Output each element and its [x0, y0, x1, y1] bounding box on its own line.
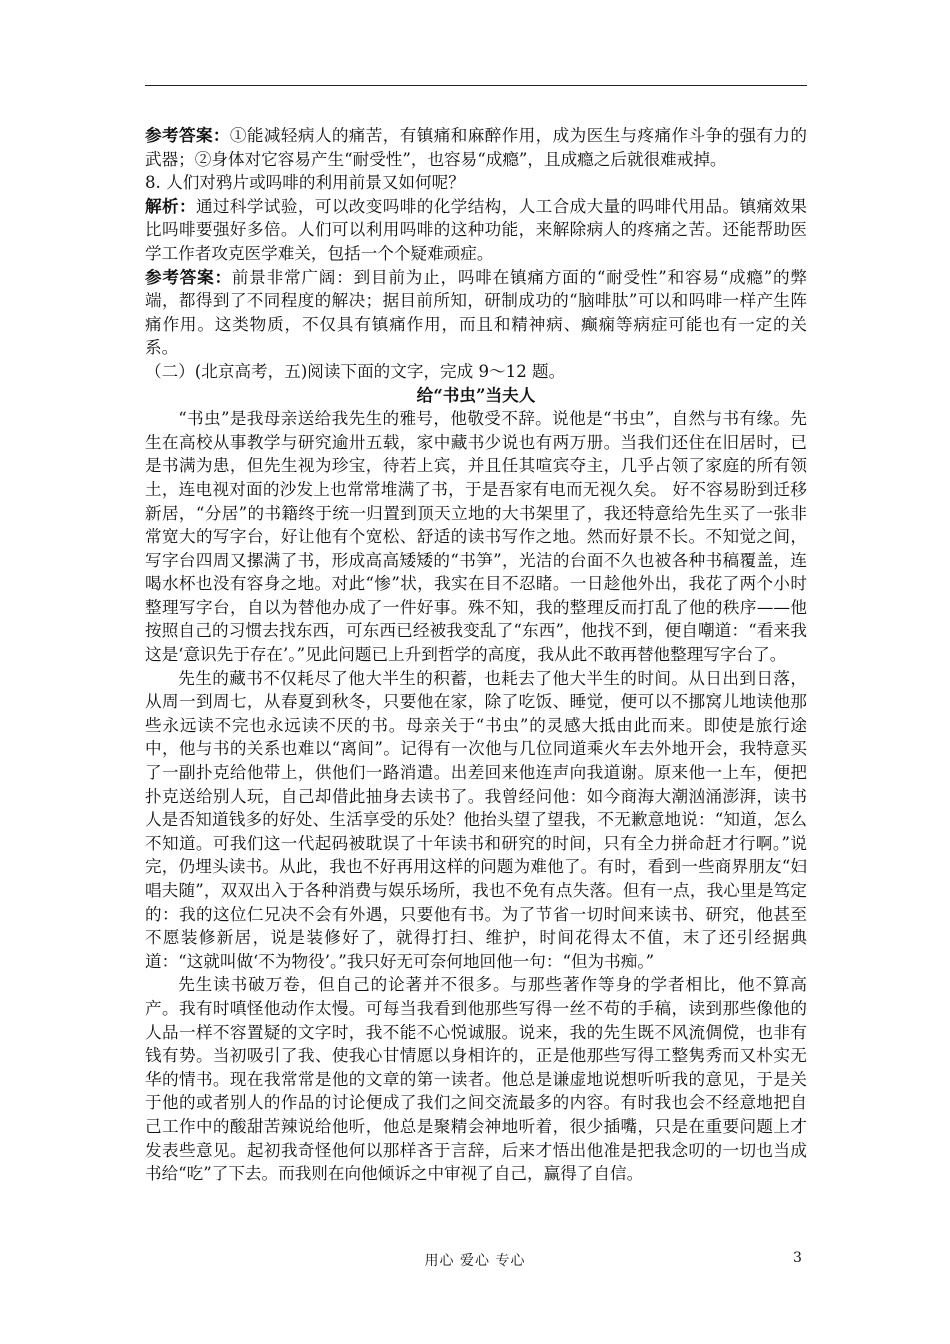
analysis-label: 解析： [145, 195, 196, 216]
article-title: 给“书虫”当夫人 [416, 384, 536, 405]
answer-label: 参考答案： [145, 125, 230, 145]
answer-text: 前景非常广阔：到目前为止，吗啡在镇痛方面的“耐受性”和容易“成瘾”的弊端，都得到了不同程度的解决；据目前所知，研制成功的“脑啡肽”可以和吗啡一样产生阵痛作用。这类物质，不仅具有镇痛作用，而且和精神病、癫痫等病症可能也有一定的关系。 [145, 267, 807, 358]
answer-block-1 [145, 124, 807, 171]
answer-label: 参考答案： [145, 266, 232, 287]
answer-block-2 [145, 266, 807, 360]
answer-text: ①能减轻病人的痛苦，有镇痛和麻醉作用，成为医生与疼痛作斗争的强有力的武器；②身体对它容易产生“耐受性”，也容易“成瘾”，且成瘾之后就很难戒掉。 [145, 126, 807, 169]
article-paragraph: “书虫”是我母亲送给我先生的雅号，他敬受不辞。说他是“书虫”，自然与书有缘。先生在高校从事教学与研究逾卅五载，家中藏书少说也有两万册。当我们还住在旧居时，已是书满为患，但先生视为珍宝，待若上宾，并且任其喧宾夺主，几乎占领了家庭的所有领土，连电视对面的沙发上也常常堆满了书，于是吾家有电而无视久矣。 好不容易盼到迁移新居，“分居”的书籍终于统一归置到顶天立地的大书架里了，我还特意给先生买了一张非常宽大的写字台，好让他有个宽松、舒适的读书写作之地。然而好景不长。不知觉之间，写字台四周又摞满了书，形成高高矮矮的“书笋”，光洁的台面不久也被各种书稿覆盖，连喝水杯也没有容身之地。对此“惨”状，我实在目不忍睹。一日趁他外出，我花了两个小时整理写字台，自以为替他办成了一件好事。殊不知，我的整理反而打乱了他的秩序——他按照自己的习惯去找东西，可东西已经被我变乱了“东西”，他找不到，便自嘲道：“看来我这是‘意识先于存在’。”见此问题已上升到哲学的高度，我从此不敢再替他整理写字台了。 [145, 409, 807, 665]
page-content [145, 124, 807, 1186]
article-paragraph: 先生读书破万卷，但自己的论著并不很多。与那些著作等身的学者相比，他不算高产。我有时嗔怪他动作太慢。可每当我看到他那些写得一丝不苟的手稿，读到那些像他的人品一样不容置疑的文字时，我不能不心悦诚服。说来，我的先生既不风流倜傥，也非有钱有势。当初吸引了我、使我心甘情愿以身相许的，正是他那些写得工整隽秀而又朴实无华的情书。现在我常常是他的文章的第一读者。他总是谦虚地说想听听我的意见，于是关于他的或者别人的作品的讨论便成了我们之间交流最多的内容。有时我也会不经意地把自己工作中的酸甜苦辣说给他听，他总是聚精会神地听着，很少插嘴，只是在重要问题上才发表些意见。起初我奇怪他何以那样吝于言辞，后来才悟出他准是把我念叨的一切也当成书给“吃”了下去。而我则在向他倾诉之中审视了自己，赢得了自信。 [145, 975, 807, 1184]
footer-motto: 用心 爱心 专心 [424, 1253, 526, 1269]
question-8: 8. 人们对鸦片或吗啡的利用前景又如何呢？ [145, 173, 465, 193]
analysis-block [145, 195, 807, 266]
analysis-text: 通过科学试验，可以改变吗啡的化学结构，人工合成大量的吗啡代用品。镇痛效果比吗啡要强好多倍。人们可以利用吗啡的这种功能，来解除病人的疼痛之苦。还能帮助医学工作者攻克医学难关，包括一个个疑难顽症。 [145, 196, 807, 263]
header-rule [145, 85, 807, 86]
article-paragraph: 先生的藏书不仅耗尽了他大半生的积蓄，也耗去了他大半生的时间。从日出到日落，从周一到周七，从春夏到秋冬，只要他在家，除了吃饭、睡觉，便可以不挪窝儿地读他那些永远读不完也永远读不厌的书。母亲关于“书虫”的灵感大抵由此而来。即使是旅行途中，他与书的关系也难以“离间”。记得有一次他与几位同道乘火车去外地开会，我特意买了一副扑克给他带上，供他们一路消遣。出差回来他连声向我道谢。原来他一上车，便把扑克送给别人玩，自己却借此抽身去读书了。我曾经问他：如今商海大潮汹涌澎湃，读书人是否知道钱多的好处、生活享受的乐处？他抬头望了望我，不无歉意地说：“知道，怎么不知道。可我们这一代起码被耽误了十年读书和研究的时间，只有全力拼命赶才行啊。”说完，仍埋头读书。从此，我也不好再用这样的问题为难他了。有时，看到一些商界朋友“妇唱夫随”，双双出入于各种消费与娱乐场所，我也不免有点失落。但有一点，我心里是笃定的：我的这位仁兄决不会有外遇，只要他有书。为了节省一切时间来读书、研究，他甚至不愿装修新居，说是装修好了，就得打扫、维护，时间花得太不值，末了还引经据典道：“这就叫做‘不为物役’。”我只好无可奈何地回他一句：“但为书痴。” [145, 668, 807, 971]
section-heading: （二）(北京高考，五)阅读下面的文字，完成 9～12 题。 [145, 361, 566, 381]
page-number: 3 [793, 1250, 802, 1266]
